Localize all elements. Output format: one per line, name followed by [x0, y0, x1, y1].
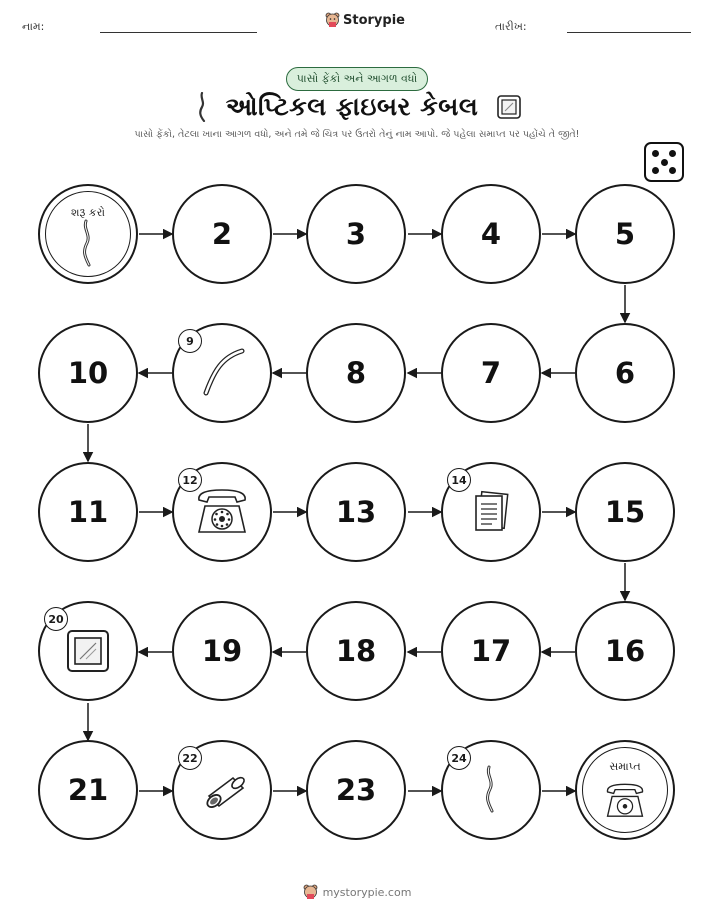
space-number: 6: [614, 356, 636, 390]
space-number: 15: [604, 495, 646, 529]
board-space-21[interactable]: [38, 740, 138, 840]
board-space-16[interactable]: [575, 601, 675, 701]
space-badge: 22: [178, 746, 202, 770]
fiber-strand-icon: [78, 219, 98, 269]
space-number: 16: [604, 634, 646, 668]
board-space-12[interactable]: [172, 462, 272, 562]
space-number: 13: [335, 495, 377, 529]
board-space-22[interactable]: [172, 740, 272, 840]
board-space-14[interactable]: [441, 462, 541, 562]
subtitle-pill: પાસો ફેંકો અને આગળ વધો: [286, 67, 428, 91]
board-space-2[interactable]: [172, 184, 272, 284]
board-space-15[interactable]: [575, 462, 675, 562]
date-label: તારીખ:: [495, 20, 527, 33]
brand-name: Storypie: [343, 12, 405, 28]
board-space-3[interactable]: [306, 184, 406, 284]
space-badge: 12: [178, 468, 202, 492]
finish-space[interactable]: [575, 740, 675, 840]
space-number: 21: [67, 773, 109, 807]
start-space[interactable]: [38, 184, 138, 284]
space-number: 23: [335, 773, 377, 807]
finish-label: સમાપ્ત: [609, 760, 641, 773]
space-badge: 9: [178, 329, 202, 353]
fiber-strand-icon: [192, 343, 252, 403]
board-space-9[interactable]: [172, 323, 272, 423]
board-space-19[interactable]: [172, 601, 272, 701]
board-space-17[interactable]: [441, 601, 541, 701]
board-space-18[interactable]: [306, 601, 406, 701]
start-label: શરૂ કરો: [70, 206, 106, 219]
space-number: 8: [345, 356, 367, 390]
glass-panel-icon: [65, 628, 111, 674]
space-badge: 20: [44, 607, 68, 631]
page-title: ઓપ્ટિકલ ફાઇબર કેબલ: [225, 92, 479, 121]
space-badge: 14: [447, 468, 471, 492]
board-space-8[interactable]: [306, 323, 406, 423]
space-number: 10: [67, 356, 109, 390]
space-number: 4: [480, 217, 502, 251]
space-number: 19: [201, 634, 243, 668]
board-space-20[interactable]: [38, 601, 138, 701]
space-number: 17: [470, 634, 512, 668]
space-badge: 24: [447, 746, 471, 770]
footer: [0, 884, 714, 900]
board-space-7[interactable]: [441, 323, 541, 423]
space-number: 11: [67, 495, 109, 529]
instructions: પાસો ફેંકો, તેટલા ખાના આગળ વધો, અને તમે જે ચિત્ર પર ઉતરો તેનું નામ આપો. જે પહેલા સમાપ્ત પર પહોંચે તે જીતે!: [134, 129, 580, 140]
space-number: 2: [211, 217, 233, 251]
document-icon: [468, 489, 514, 535]
board-space-6[interactable]: [575, 323, 675, 423]
name-label: નામ:: [22, 20, 45, 33]
bear-mascot-icon: [303, 884, 318, 900]
telephone-icon: [603, 781, 647, 821]
footer-url[interactable]: mystorypie.com: [322, 885, 412, 899]
board-space-24[interactable]: [441, 740, 541, 840]
board-space-23[interactable]: [306, 740, 406, 840]
tube-icon: [195, 768, 249, 812]
board-space-5[interactable]: [575, 184, 675, 284]
board-space-13[interactable]: [306, 462, 406, 562]
fiber-strand-icon: [481, 765, 501, 815]
space-number: 18: [335, 634, 377, 668]
space-number: 5: [614, 217, 636, 251]
board-space-10[interactable]: [38, 323, 138, 423]
space-number: 3: [345, 217, 367, 251]
telephone-icon: [193, 486, 251, 538]
board-space-11[interactable]: [38, 462, 138, 562]
space-number: 7: [480, 356, 502, 390]
board-space-4[interactable]: [441, 184, 541, 284]
